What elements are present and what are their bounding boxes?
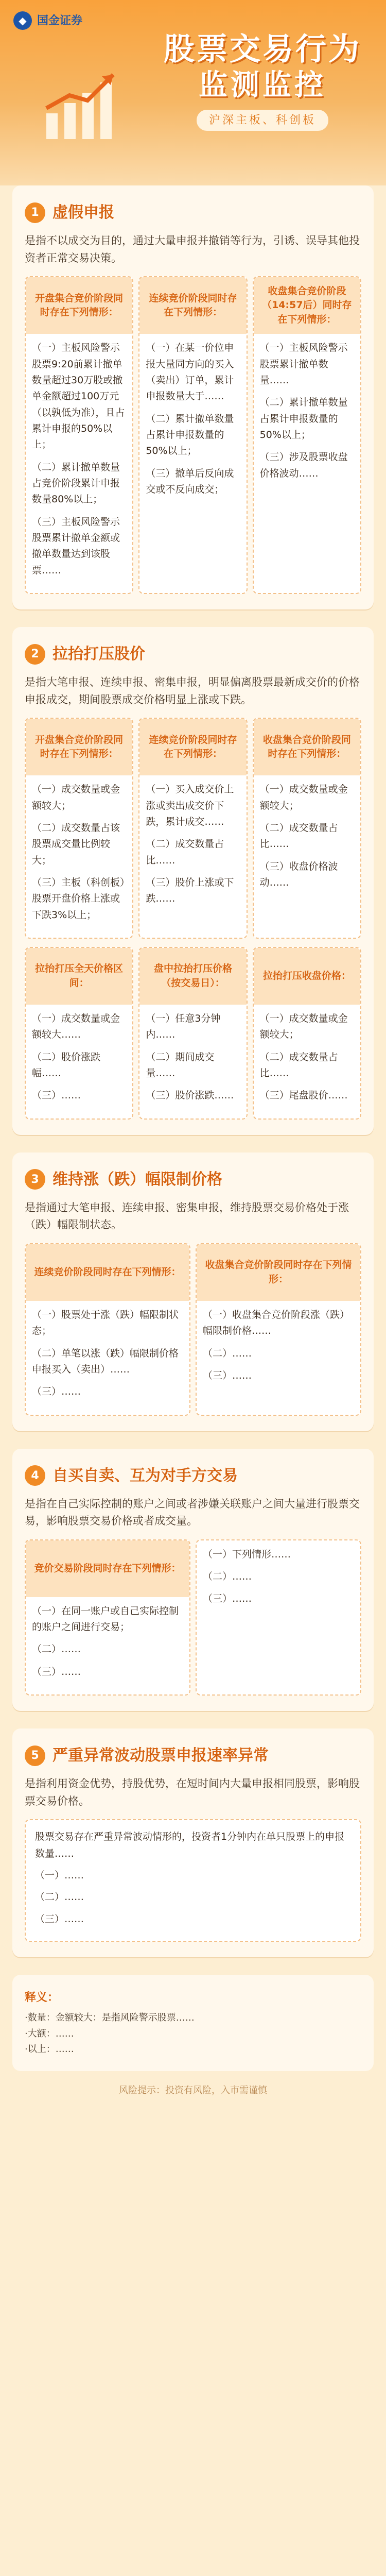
column-body: [26, 1005, 132, 1118]
rising-chart-icon: [41, 67, 118, 144]
criteria-item: （二）累计撤单数量占累计申报数量的50%以上；: [146, 413, 234, 457]
criteria-item: （二）累计撤单数量占累计申报数量的50%以上；: [259, 397, 348, 440]
glossary-title: 释义：: [25, 1991, 59, 2004]
criteria-columns: [25, 718, 361, 939]
section-header: [25, 1168, 361, 1191]
criteria-column: [196, 1539, 361, 1696]
section-price-manipulation: [12, 627, 374, 1135]
criteria-column: [138, 276, 247, 594]
column-body: [26, 775, 132, 938]
criteria-item: （二）……: [32, 1643, 81, 1655]
section-header: [25, 201, 361, 224]
criteria-item: （一）……: [35, 1869, 84, 1881]
section-description: 是指不以成交为目的，通过大量申报并撤销等行为，引诱、误导其他投资者正常交易决策。: [25, 234, 360, 264]
criteria-item: （二）成交数量占该股票成交量比例较大；: [32, 822, 120, 866]
criteria-item: （二）累计撤单数量占竞价阶段累计申报数量80%以上；: [32, 461, 120, 505]
criteria-item: （二）……: [35, 1891, 84, 1903]
section-abnormal-declaration-rate: [12, 1728, 374, 1957]
criteria-columns: [25, 276, 361, 594]
column-body: [139, 1005, 246, 1118]
criteria-item: （一）收盘集合竞价阶段涨（跌）幅限制价格……: [203, 1309, 350, 1337]
criteria-item: （三）……: [35, 1913, 84, 1925]
criteria-item: （二）期间成交量……: [146, 1051, 215, 1079]
hero-title-line1: 股票交易行为: [164, 31, 361, 67]
section-number: 5: [25, 1745, 45, 1766]
criteria-item: （三）主板（科创板）股票开盘价格上涨或下跌3%以上；: [32, 876, 125, 921]
hero-title-line2: 监测监控: [199, 68, 326, 102]
criteria-column: [253, 276, 361, 594]
column-header: 收盘集合竞价阶段同时存在下列情形：: [197, 1244, 360, 1301]
criteria-item: （一）下列情形……: [203, 1548, 291, 1560]
criteria-column: [25, 947, 133, 1120]
criteria-item: （一）成交数量或金额较大；: [32, 784, 120, 811]
criteria-item: （三）尾盘股价……: [259, 1090, 348, 1101]
column-body: [26, 1301, 189, 1415]
column-header: 连续竞价阶段同时存在下列情形：: [26, 1244, 189, 1301]
criteria-item: （一）主板风险警示股票9:20前累计撤单数量超过30万股或撤单金额超过100万元（以孰低为准），且占累计申报的50%以上；: [32, 342, 125, 451]
section-header: [25, 642, 361, 666]
criteria-column: [253, 947, 361, 1120]
criteria-item: （三）股价涨跌……: [146, 1090, 234, 1101]
criteria-item: （一）股票处于涨（跌）幅限制状态；: [32, 1309, 179, 1337]
criteria-item: （三）涉及股票收盘价格波动……: [259, 451, 348, 479]
criteria-item: （二）……: [203, 1571, 252, 1583]
criteria-column: [196, 1243, 361, 1416]
criteria-item: （三）……: [203, 1593, 252, 1605]
section-description: 是指通过大笔申报、连续申报、密集申报，维持股票交易价格处于涨（跌）幅限制状态。: [25, 1201, 349, 1231]
section-title: 虚假申报: [52, 204, 114, 222]
criteria-item: （二）……: [203, 1347, 252, 1359]
column-body: [254, 334, 360, 496]
section-title: 维持涨（跌）幅限制价格: [52, 1170, 222, 1189]
criteria-item: （三）……: [203, 1369, 252, 1381]
hero-banner: [0, 0, 386, 185]
section-header: [25, 1464, 361, 1487]
criteria-item: （一）成交数量或金额较大；: [259, 784, 348, 811]
column-body: [26, 1597, 189, 1694]
criteria-item: （一）成交数量或金额较大；: [259, 1012, 348, 1041]
criteria-item: （一）任意3分钟内……: [146, 1012, 221, 1041]
criteria-column: [25, 276, 133, 594]
brand-name: 国金证券: [37, 14, 83, 27]
criteria-item: （三）……: [32, 1386, 81, 1398]
section-number: 2: [25, 644, 45, 665]
criteria-item: （三）……: [32, 1666, 81, 1677]
criteria-item: 股票交易存在严重异常波动情形的，投资者1分钟内在单只股票上的申报数量……: [35, 1831, 345, 1859]
column-header: 连续竞价阶段同时存在下列情形：: [139, 277, 246, 334]
column-header: 连续竞价阶段同时存在下列情形：: [139, 719, 246, 775]
column-header: 盘中拉抬打压价格（按交易日）：: [139, 948, 246, 1005]
criteria-item: （一）成交数量或金额较大……: [32, 1012, 120, 1041]
criteria-columns: [25, 1243, 361, 1416]
column-header: 开盘集合竞价阶段同时存在下列情形：: [26, 719, 132, 775]
section-limit-price: [12, 1153, 374, 1431]
risk-disclaimer: 风险提示：投资有风险，入市需谨慎: [119, 2084, 267, 2096]
criteria-column: [253, 718, 361, 939]
column-header: 拉抬打压全天价格区间：: [26, 948, 132, 1005]
brand: [13, 11, 373, 30]
criteria-item: （二）成交数量占比……: [146, 838, 224, 866]
criteria-column: [138, 947, 247, 1120]
criteria-columns: [25, 1539, 361, 1696]
section-description: 是指大笔申报、连续申报、密集申报，明显偏离股票最新成交价的价格申报成交，期间股票成交价格明显上涨或下跌。: [25, 676, 360, 706]
criteria-item: （三）收盘价格波动……: [259, 860, 338, 888]
section-title: 严重异常波动股票申报速率异常: [52, 1747, 269, 1765]
glossary-item: ·以上：……: [25, 2044, 74, 2055]
criteria-item: （三）撤单后反向成交或不反向成交；: [146, 467, 234, 495]
section-number: 3: [25, 1169, 45, 1190]
criteria-list: [25, 1819, 361, 1941]
criteria-item: （一）主板风险警示股票累计撤单数量……: [259, 342, 348, 386]
section-number: 4: [25, 1465, 45, 1486]
glossary-item: ·数量：金额较大：是指风险警示股票……: [25, 2012, 195, 2024]
hero-title: [149, 31, 376, 131]
criteria-column: [25, 718, 133, 939]
section-number: 1: [25, 202, 45, 223]
glossary-notes: [12, 1975, 374, 2071]
column-body: [26, 334, 132, 593]
column-header: 竞价交易阶段同时存在下列情形：: [26, 1540, 189, 1597]
glossary-item: ·大额：……: [25, 2028, 74, 2039]
column-body: [197, 1301, 360, 1398]
criteria-item: （三）主板风险警示股票累计撤单金额或撤单数量达到该股票……: [32, 516, 120, 576]
criteria-column: [25, 1243, 190, 1416]
brand-logo-icon: ◆: [13, 11, 32, 30]
section-title: 拉抬打压股价: [52, 645, 145, 663]
criteria-item: （一）在某一价位申报大量同方向的买入（卖出）订单，累计申报数量大于……: [146, 342, 234, 402]
column-body: [254, 1005, 360, 1118]
section-false-declaration: [12, 185, 374, 609]
column-body: [139, 775, 246, 921]
hero-illustration: [21, 57, 134, 170]
column-header: 收盘集合竞价阶段同时存在下列情形：: [254, 719, 360, 775]
section-description: 是指在自己实际控制的账户之间或者涉嫌关联账户之间大量进行股票交易，影响股票交易价格或者成交量。: [25, 1497, 360, 1528]
section-title: 自买自卖、互为对手方交易: [52, 1466, 238, 1485]
criteria-item: （三）……: [32, 1090, 81, 1101]
column-header: 开盘集合竞价阶段同时存在下列情形：: [26, 277, 132, 334]
criteria-columns-secondary: [25, 947, 361, 1120]
column-body: [139, 334, 246, 512]
section-description: 是指利用资金优势，持股优势，在短时间内大量申报相同股票，影响股票交易价格。: [25, 1777, 360, 1807]
criteria-item: （一）在同一账户或自己实际控制的账户之间进行交易；: [32, 1605, 179, 1633]
column-header: 收盘集合竞价阶段（14:57后）同时存在下列情形：: [254, 277, 360, 334]
criteria-item: （二）股价涨跌幅……: [32, 1051, 101, 1079]
criteria-item: （二）单笔以涨（跌）幅限制价格申报买入（卖出）……: [32, 1347, 179, 1375]
section-header: [25, 1744, 361, 1767]
hero-subtitle: 沪深主板、科创板: [197, 110, 328, 131]
column-body: [254, 775, 360, 905]
section-self-trading: [12, 1449, 374, 1711]
column-header: 拉抬打压收盘价格：: [254, 948, 360, 1005]
criteria-item: （二）成交数量占比……: [259, 1051, 338, 1079]
criteria-column: [25, 1539, 190, 1696]
criteria-item: （一）买入成交价上涨或卖出成交价下跌，累计成交……: [146, 784, 234, 827]
criteria-item: （二）成交数量占比……: [259, 822, 338, 850]
criteria-item: （三）股价上涨或下跌……: [146, 876, 234, 905]
criteria-column: [138, 718, 247, 939]
column-body: [197, 1540, 360, 1622]
